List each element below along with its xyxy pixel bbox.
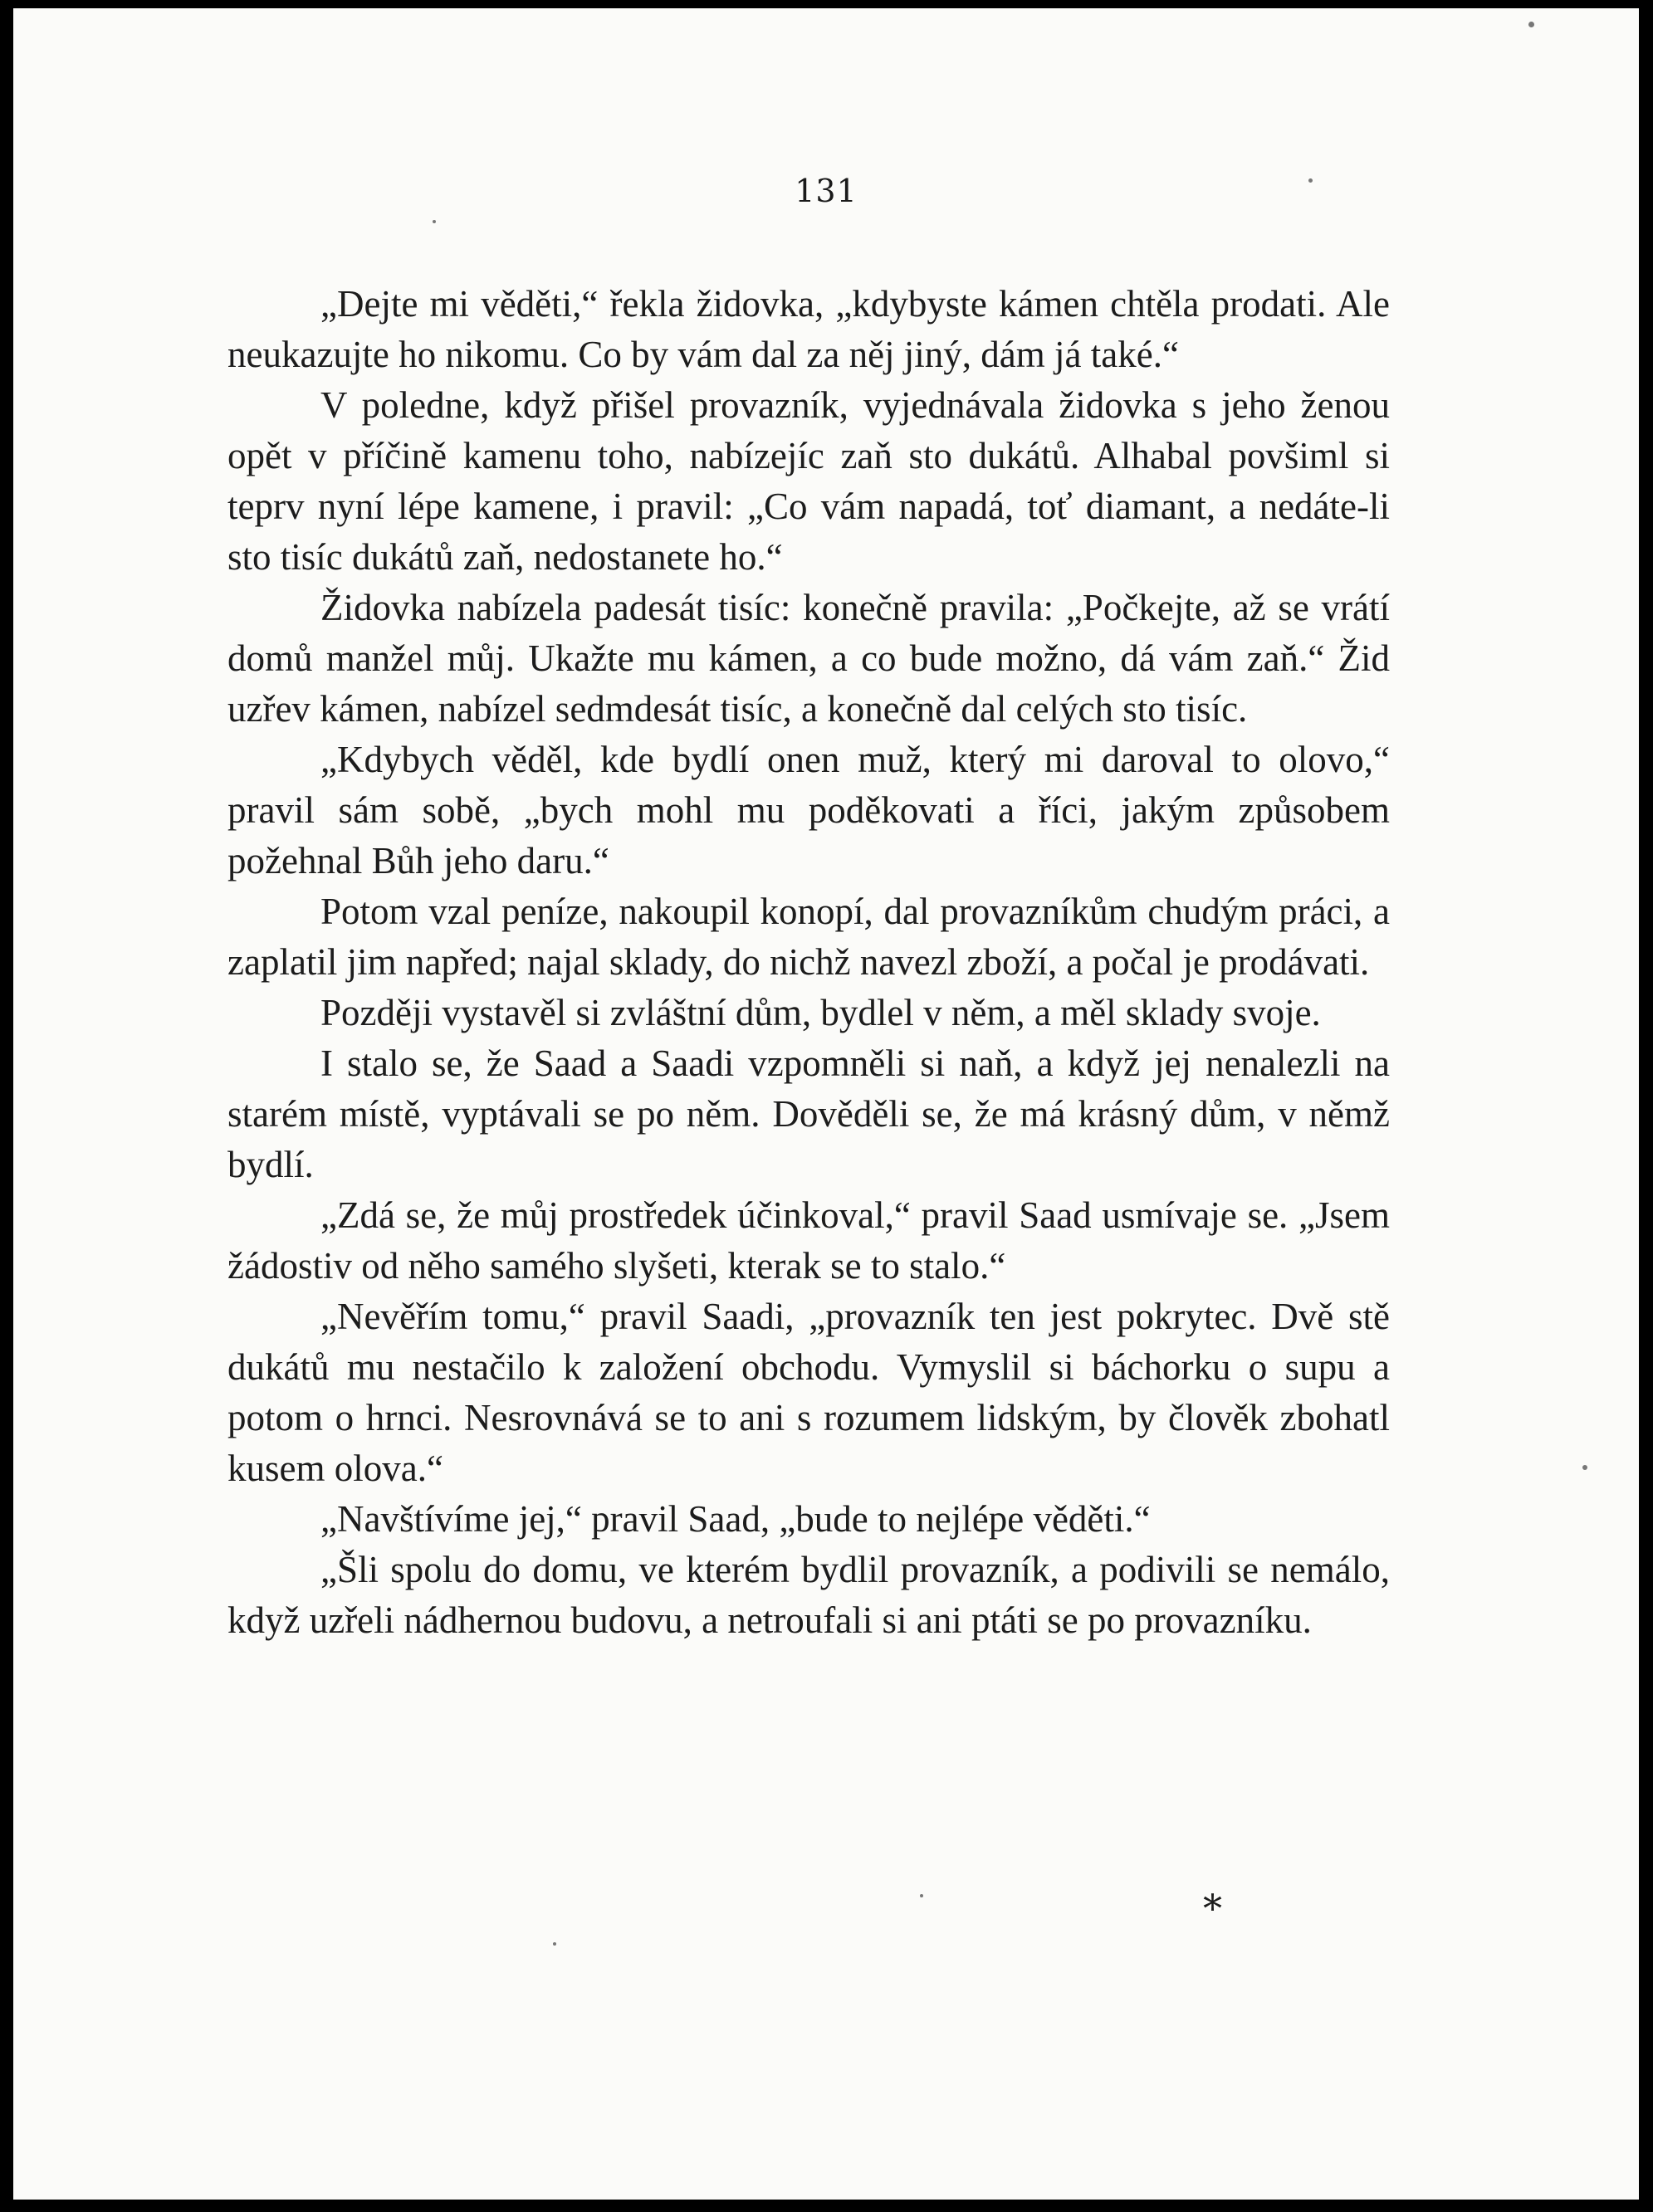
scan-speck xyxy=(1308,178,1313,183)
paragraph: „Nevěřím tomu,“ pravil Saadi, „provazník ten jest pokrytec. Dvě stě dukátů mu nestačilo k založení obchodu. Vymyslil si báchorku o supu a potom o hrnci. Nesrovnává se to ani s rozumem lidským, by člověk zbohatl kusem olova.“ xyxy=(227,1296,1390,1489)
paragraph: Později vystavěl si zvláštní dům, bydlel v něm, a měl sklady svoje. xyxy=(320,992,1321,1033)
paragraph: „Šli spolu do domu, ve kterém bydlil provazník, a podivili se nemálo, když uzřeli nádhernou budovu, a netroufali si ani ptáti se po provazníku. xyxy=(227,1549,1390,1641)
book-page xyxy=(13,8,1639,2200)
paragraph: „Zdá se, že můj prostředek účinkoval,“ pravil Saad usmívaje se. „Jsem žádostiv od něho samého slyšeti, kterak se to stalo.“ xyxy=(227,1194,1390,1287)
scan-speck xyxy=(553,1942,556,1946)
scan-speck xyxy=(920,1894,923,1897)
scan-speck xyxy=(1528,22,1534,27)
page-number: 131 xyxy=(795,173,858,209)
body-text xyxy=(227,279,1390,1646)
scan-speck xyxy=(1582,1465,1587,1470)
paragraph: „Navštívíme jej,“ pravil Saad, „bude to nejlépe věděti.“ xyxy=(320,1498,1151,1540)
paragraph: V poledne, když přišel provazník, vyjednávala židovka s jeho ženou opět v příčině kamenu toho, nabízejíc zaň sto dukátů. Alhabal povšiml si teprv nyní lépe kamene, i pravil: „Co vám napadá, toť diamant, a nedáte-li sto tisíc dukátů zaň, nedostanete ho.“ xyxy=(227,384,1390,578)
section-end-asterisk: * xyxy=(1203,1886,1222,1931)
paragraph: I stalo se, že Saad a Saadi vzpomněli si naň, a když jej nenalezli na starém místě, vyptávali se po něm. Dověděli se, že má krásný dům, v němž bydlí. xyxy=(227,1043,1390,1185)
scan-speck xyxy=(433,220,436,223)
paragraph: „Dejte mi věděti,“ řekla židovka, „kdybyste kámen chtěla prodati. Ale neukazujte ho nikomu. Co by vám dal za něj jiný, dám já také.“ xyxy=(227,283,1390,375)
paragraph: Potom vzal peníze, nakoupil konopí, dal provazníkům chudým práci, a zaplatil jim napřed; najal sklady, do nichž navezl zboží, a počal je prodávati. xyxy=(227,891,1390,983)
paragraph: Židovka nabízela padesát tisíc: konečně pravila: „Počkejte, až se vrátí domů manžel můj. Ukažte mu kámen, a co bude možno, dá vám zaň.“ Žid uzřev kámen, nabízel sedmdesát tisíc, a konečně dal celých sto tisíc. xyxy=(227,587,1390,730)
paragraph: „Kdybych věděl, kde bydlí onen muž, který mi daroval to olovo,“ pravil sám sobě, „bych mohl mu poděkovati a říci, jakým způsobem požehnal Bůh jeho daru.“ xyxy=(227,739,1390,881)
